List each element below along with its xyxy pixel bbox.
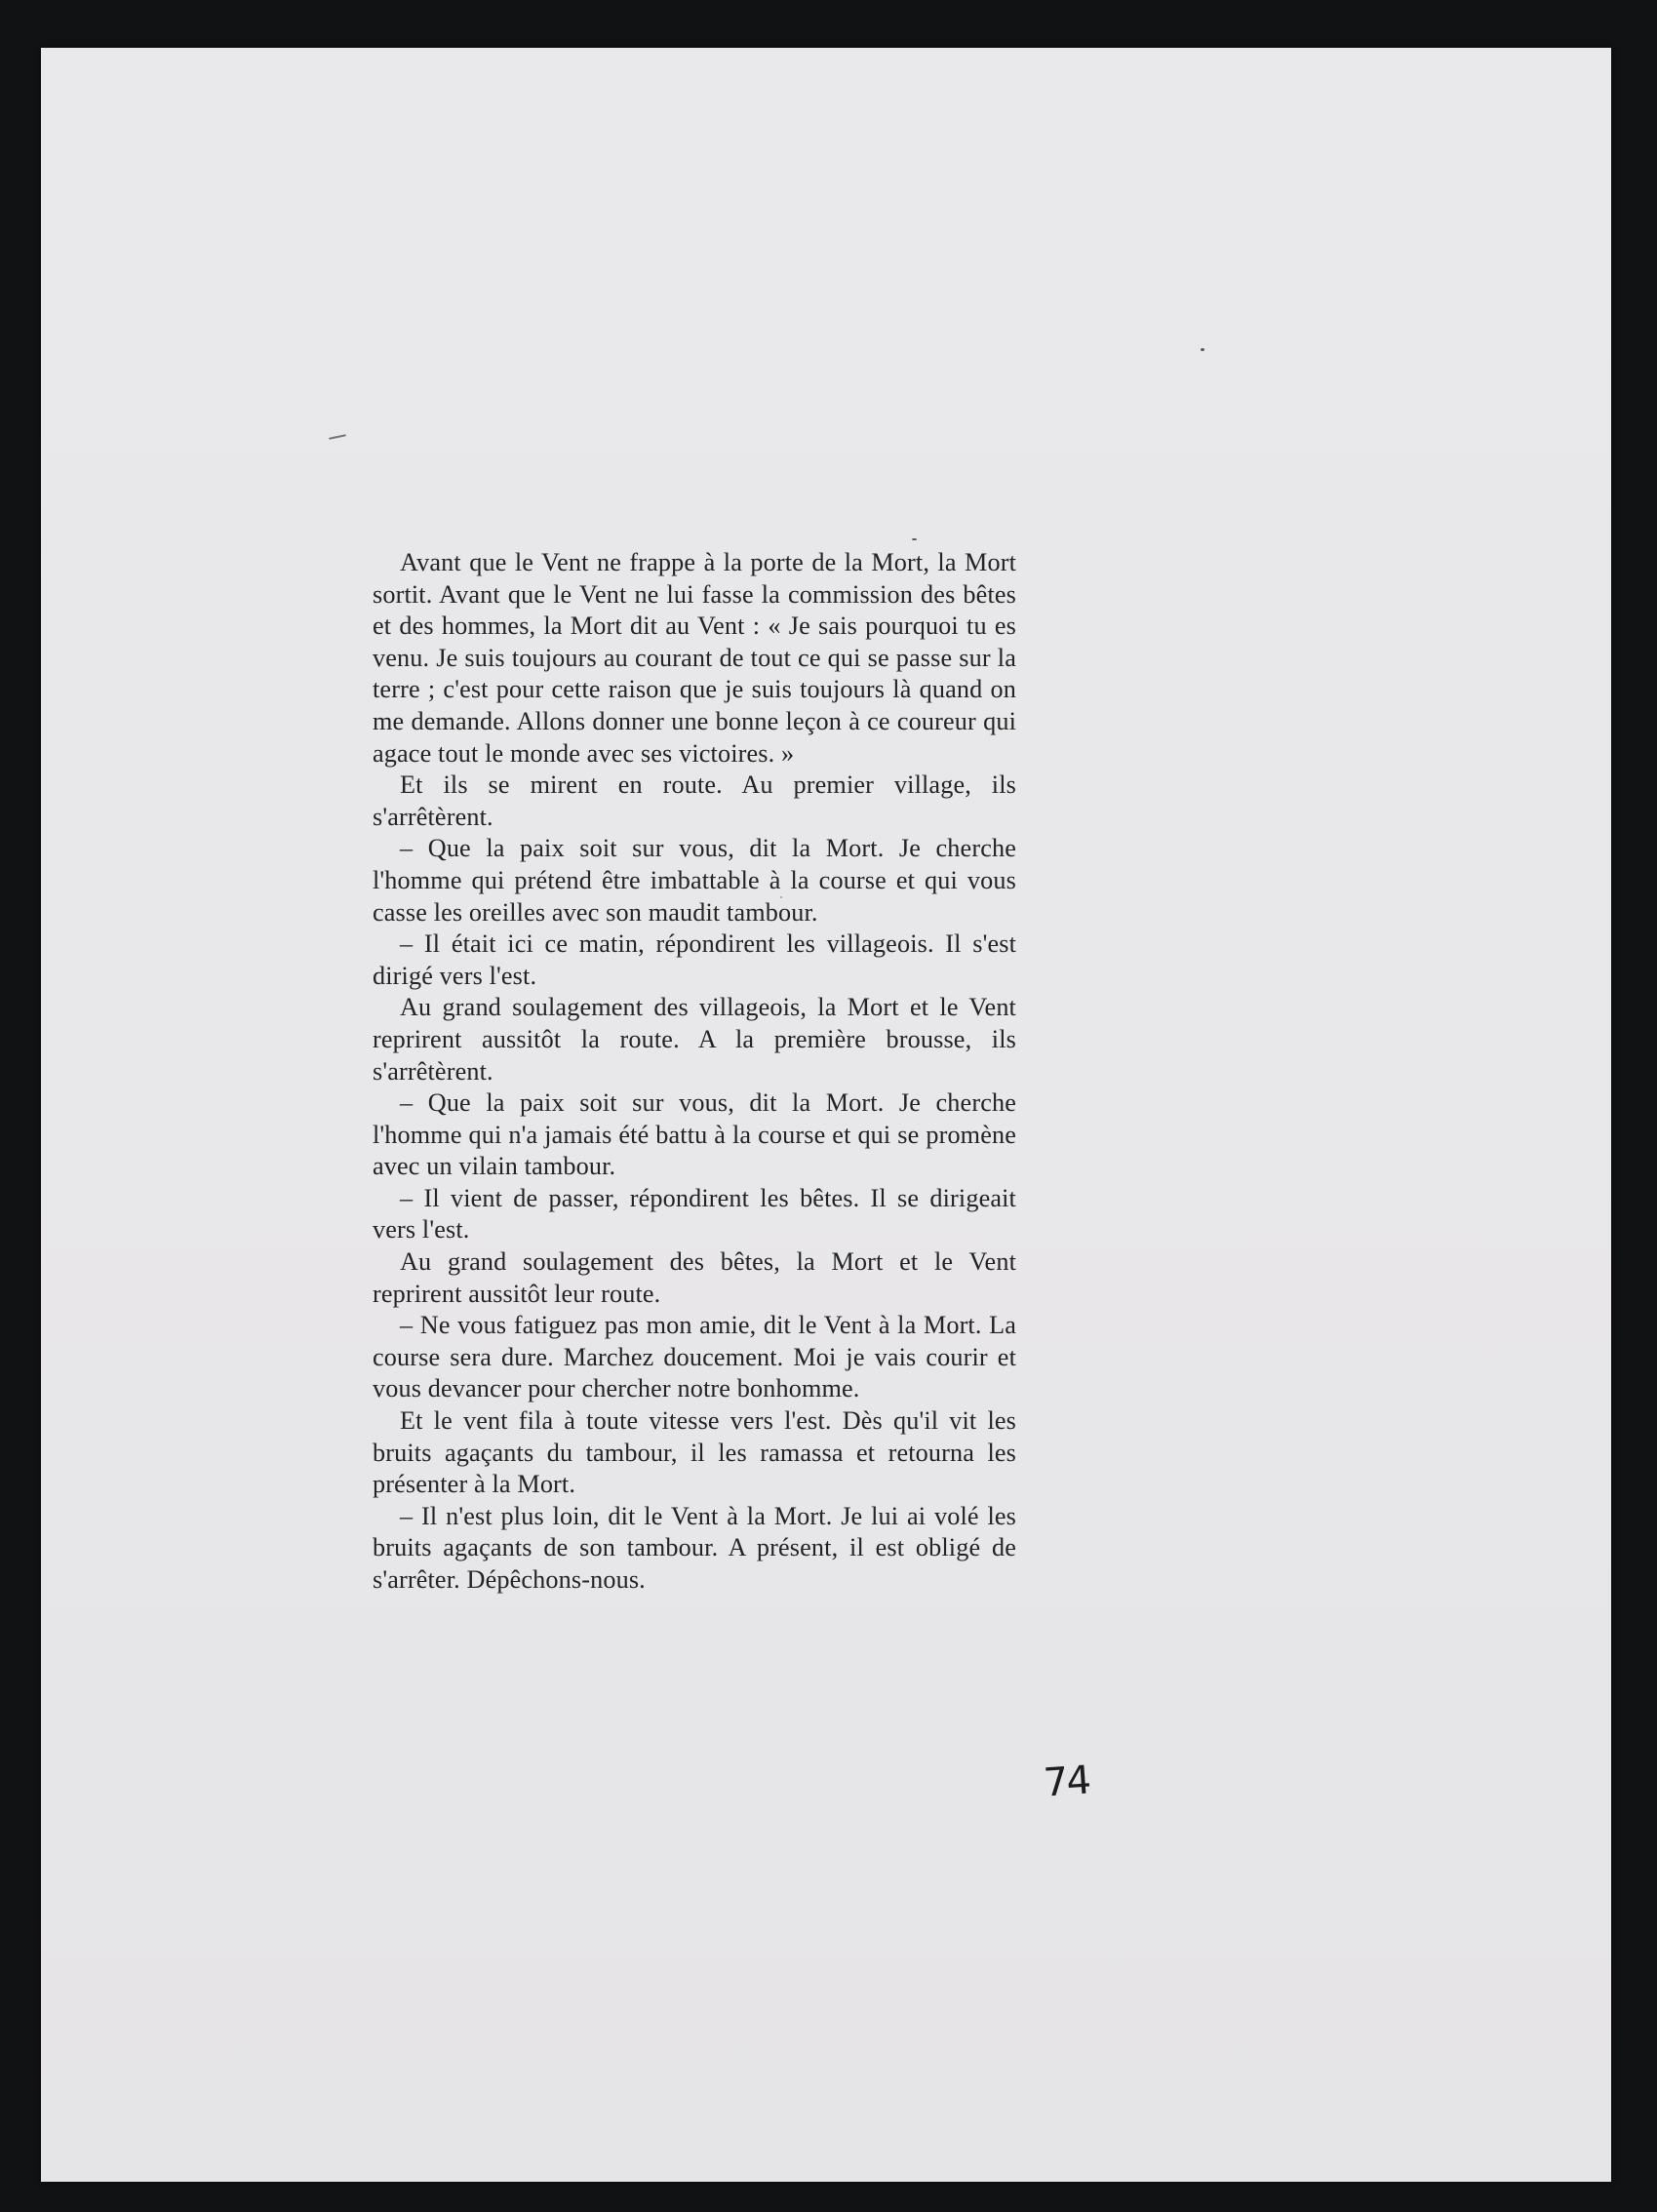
paragraph: Au grand soulagement des bêtes, la Mort et le Vent reprirent aussitôt leur route. [373,1247,1016,1308]
paragraph: – Ne vous fatiguez pas mon amie, dit le Vent à la Mort. La course sera dure. Marchez doucement. Moi je vais courir et vous devancer pour chercher notre bonhomme. [373,1311,1016,1403]
paragraph: Et ils se mirent en route. Au premier village, ils s'arrêtèrent. [373,770,1016,831]
paper-speck [1201,348,1204,351]
paragraph: Au grand soulagement des villageois, la Mort et le Vent reprirent aussitôt la route. A la première brousse, ils s'arrêtèrent. [373,993,1016,1086]
paper-speck [912,538,917,540]
paper-sheet [41,48,1611,2182]
paragraph: – Il n'est plus loin, dit le Vent à la Mort. Je lui ai volé les bruits agaçants de son tambour. A présent, il est obligé de s'arrêter. Dépêchons-nous. [373,1501,1016,1594]
handwritten-page-number: 74 [1042,1758,1091,1806]
paragraph: – Que la paix soit sur vous, dit la Mort. Je cherche l'homme qui n'a jamais été battu à la course et qui se promène avec un vilain tambour. [373,1088,1016,1181]
paragraph: – Que la paix soit sur vous, dit la Mort. Je cherche l'homme qui prétend être imbattable à la course et qui vous casse les oreilles avec son maudit tambour. [373,834,1016,927]
paragraph: – Il était ici ce matin, répondirent les villageois. Il s'est dirigé vers l'est. [373,929,1016,990]
story-text [373,547,1016,1597]
paragraph: Avant que le Vent ne frappe à la porte de la Mort, la Mort sortit. Avant que le Vent ne lui fasse la commission des bêtes et des hommes, la Mort dit au Vent : « Je sais pourquoi tu es venu. Je suis toujours au courant de tout ce qui se passe sur la terre ; c'est pour cette raison que je suis toujours là quand on me demande. Allons donner une bonne leçon à ce coureur qui agace tout le monde avec ses victoires. » [373,548,1016,768]
paper-speck [329,434,346,440]
paragraph: – Il vient de passer, répondirent les bêtes. Il se dirigeait vers l'est. [373,1183,1016,1244]
paragraph: Et le vent fila à toute vitesse vers l'est. Dès qu'il vit les bruits agaçants du tambour, il les ramassa et retourna les présenter à la Mort. [373,1406,1016,1499]
